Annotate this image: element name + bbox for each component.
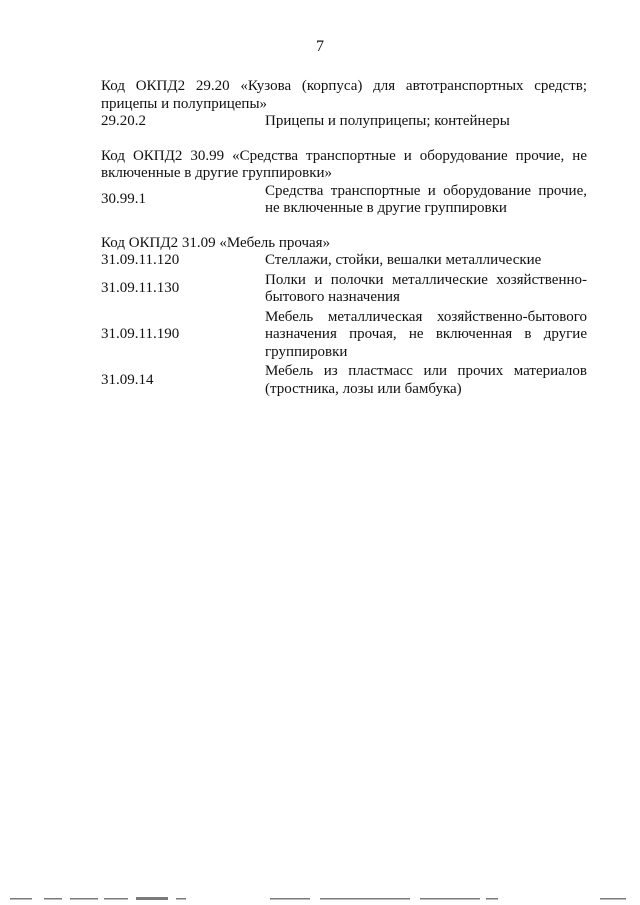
- section-heading: Код ОКПД2 29.20 «Кузова (корпуса) для автотранспортных средств; прицепы и полуприцепы»: [101, 78, 587, 112]
- code-value: 31.09.14: [101, 371, 154, 388]
- scan-noise-mark: [44, 898, 62, 900]
- code-description: Прицепы и полуприцепы; контейнеры: [265, 113, 510, 129]
- okpd2-section-29-20: [101, 78, 587, 131]
- section-heading: Код ОКПД2 30.99 «Средства транспортные и оборудование прочие, не включенные в другие группировки»: [101, 147, 587, 181]
- code-value: 31.09.11.130: [101, 280, 180, 297]
- code-value: 31.09.11.190: [101, 326, 180, 342]
- code-row: [101, 252, 587, 270]
- okpd2-section-30-99: [101, 148, 587, 218]
- code-row: [101, 113, 587, 131]
- code-row: [101, 272, 587, 307]
- code-value: 29.20.2: [101, 113, 146, 129]
- code-description: Стеллажи, стойки, вешалки металлические: [265, 252, 542, 268]
- code-value: 30.99.1: [101, 191, 146, 208]
- scan-noise-mark: [320, 898, 410, 900]
- scan-noise-mark: [270, 898, 310, 900]
- okpd2-section-31-09: [101, 235, 587, 399]
- scan-noise-mark: [136, 897, 168, 900]
- scan-edge-artifact: [0, 896, 640, 902]
- page-number: 7: [316, 38, 324, 55]
- scan-noise-mark: [176, 898, 186, 900]
- code-description: Мебель из пластмасс или прочих материалов (тростника, лозы или бамбука): [265, 363, 587, 397]
- scan-noise-marks: [10, 897, 626, 900]
- scan-noise-mark: [486, 898, 498, 900]
- code-row: [101, 363, 587, 398]
- section-heading: Код ОКПД2 31.09 «Мебель прочая»: [101, 234, 331, 251]
- scan-noise-mark: [104, 898, 128, 900]
- scan-noise-mark: [600, 898, 626, 900]
- scan-noise-mark: [10, 898, 32, 900]
- code-description: Мебель металлическая хозяйственно-бытового назначения прочая, не включенная в другие группировки: [265, 308, 587, 360]
- code-row: [101, 309, 587, 362]
- code-value: 31.09.11.120: [101, 252, 180, 268]
- scan-noise-mark: [70, 898, 98, 900]
- document-body: [101, 78, 587, 415]
- code-description: Средства транспортные и оборудование прочие, не включенные в другие группировки: [265, 182, 587, 216]
- code-row: [101, 183, 587, 218]
- code-description: Полки и полочки металлические хозяйственно-бытового назначения: [265, 271, 587, 305]
- scan-noise-mark: [420, 898, 480, 900]
